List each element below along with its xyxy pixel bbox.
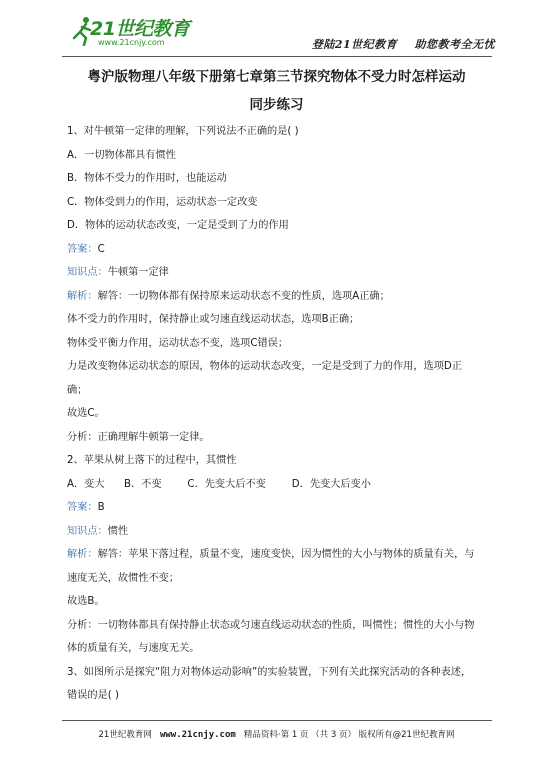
answer-label: 答案： [67,502,98,513]
question-1-option-b: B．物体不受力的作用时，也能运动 [67,173,227,184]
header-slogan: 登陆21世纪教育 助您教考全无忧 [311,38,495,51]
question-2-answer [67,496,487,520]
question-1-option-d: D．物体的运动状态改变，一定是受到了力的作用 [67,220,289,231]
page-subtitle: 同步练习 [249,97,304,113]
question-1-analysis [67,285,487,309]
logo-url: www.21cnjy.com [98,38,165,47]
question-2-stem: 2、苹果从树上落下的过程中，其惯性 [67,455,237,466]
analysis-line: 故选C。 [67,408,105,419]
analysis-line: 分析：一切物体都具有保持静止状态或匀速直线运动状态的性质，叫惯性；惯性的大小与物 [67,619,475,631]
footer-site: 21世纪教育网 [98,730,152,740]
analysis-text: 解答：一切物体都有保持原来运动状态不变的性质，选项A正确； [97,290,390,302]
header-divider [62,56,492,57]
logo [70,12,195,52]
analysis-label: 解析： [67,549,98,560]
exercise-content [67,120,487,708]
logo-text: 21世纪教育 [90,18,190,40]
footer-page-info: 精品资料·第 1 页 （共 3 页） 版权所有@21世纪教育网 [243,730,455,740]
knowledge-label: 知识点： [67,525,108,537]
analysis-label: 解析： [67,290,98,302]
analysis-line: 速度无关，故惯性不变； [67,572,180,584]
analysis-line: 体的质量有关，与速度无关。 [67,643,200,654]
question-2-analysis [67,543,487,567]
footer-divider [62,720,492,721]
analysis-line: 物体受平衡力作用，运动状态不变，选项C错误； [67,337,289,349]
page-header [0,0,553,60]
analysis-line: 体不受力的作用时，保持静止或匀速直线运动状态，选项B正确； [67,314,360,325]
answer-value: C [97,243,105,255]
answer-value: B [97,502,105,513]
question-1-knowledge [67,261,487,285]
question-3-stem: 3、如图所示是探究“阻力对物体运动影响”的实验装置，下列有关此探究活动的各种表述， [67,666,472,678]
knowledge-label: 知识点： [67,267,108,278]
question-1-stem: 1、对牛顿第一定律的理解，下列说法不正确的是( ) [67,126,299,137]
footer-url: www.21cnjy.com [159,730,236,740]
analysis-line: 故选B。 [67,596,105,607]
analysis-line: 力是改变物体运动状态的原因，物体的运动状态改变，一定是受到了力的作用，选项D正 [67,361,462,372]
analysis-text: 解答：苹果下落过程，质量不变，速度变快，因为惯性的大小与物体的质量有关，与 [97,549,475,560]
question-2-knowledge [67,520,487,544]
question-3-stem-continued: 错误的是( ) [67,690,119,701]
question-1-answer [67,238,487,262]
answer-label: 答案： [67,243,98,255]
analysis-line: 分析：正确理解牛顿第一定律。 [67,431,210,443]
page-title: 粤沪版物理八年级下册第七章第三节探究物体不受力时怎样运动 [87,69,466,85]
knowledge-value: 牛顿第一定律 [107,267,169,278]
question-1-option-a: A．一切物体都具有惯性 [67,149,176,161]
question-2-options: A．变大 B．不变 C．先变大后不变 D．先变大后变小 [67,478,371,490]
page-footer [0,728,553,740]
knowledge-value: 惯性 [107,525,129,537]
question-1-option-c: C．物体受到力的作用，运动状态一定改变 [67,196,258,208]
analysis-line: 确； [67,384,88,396]
